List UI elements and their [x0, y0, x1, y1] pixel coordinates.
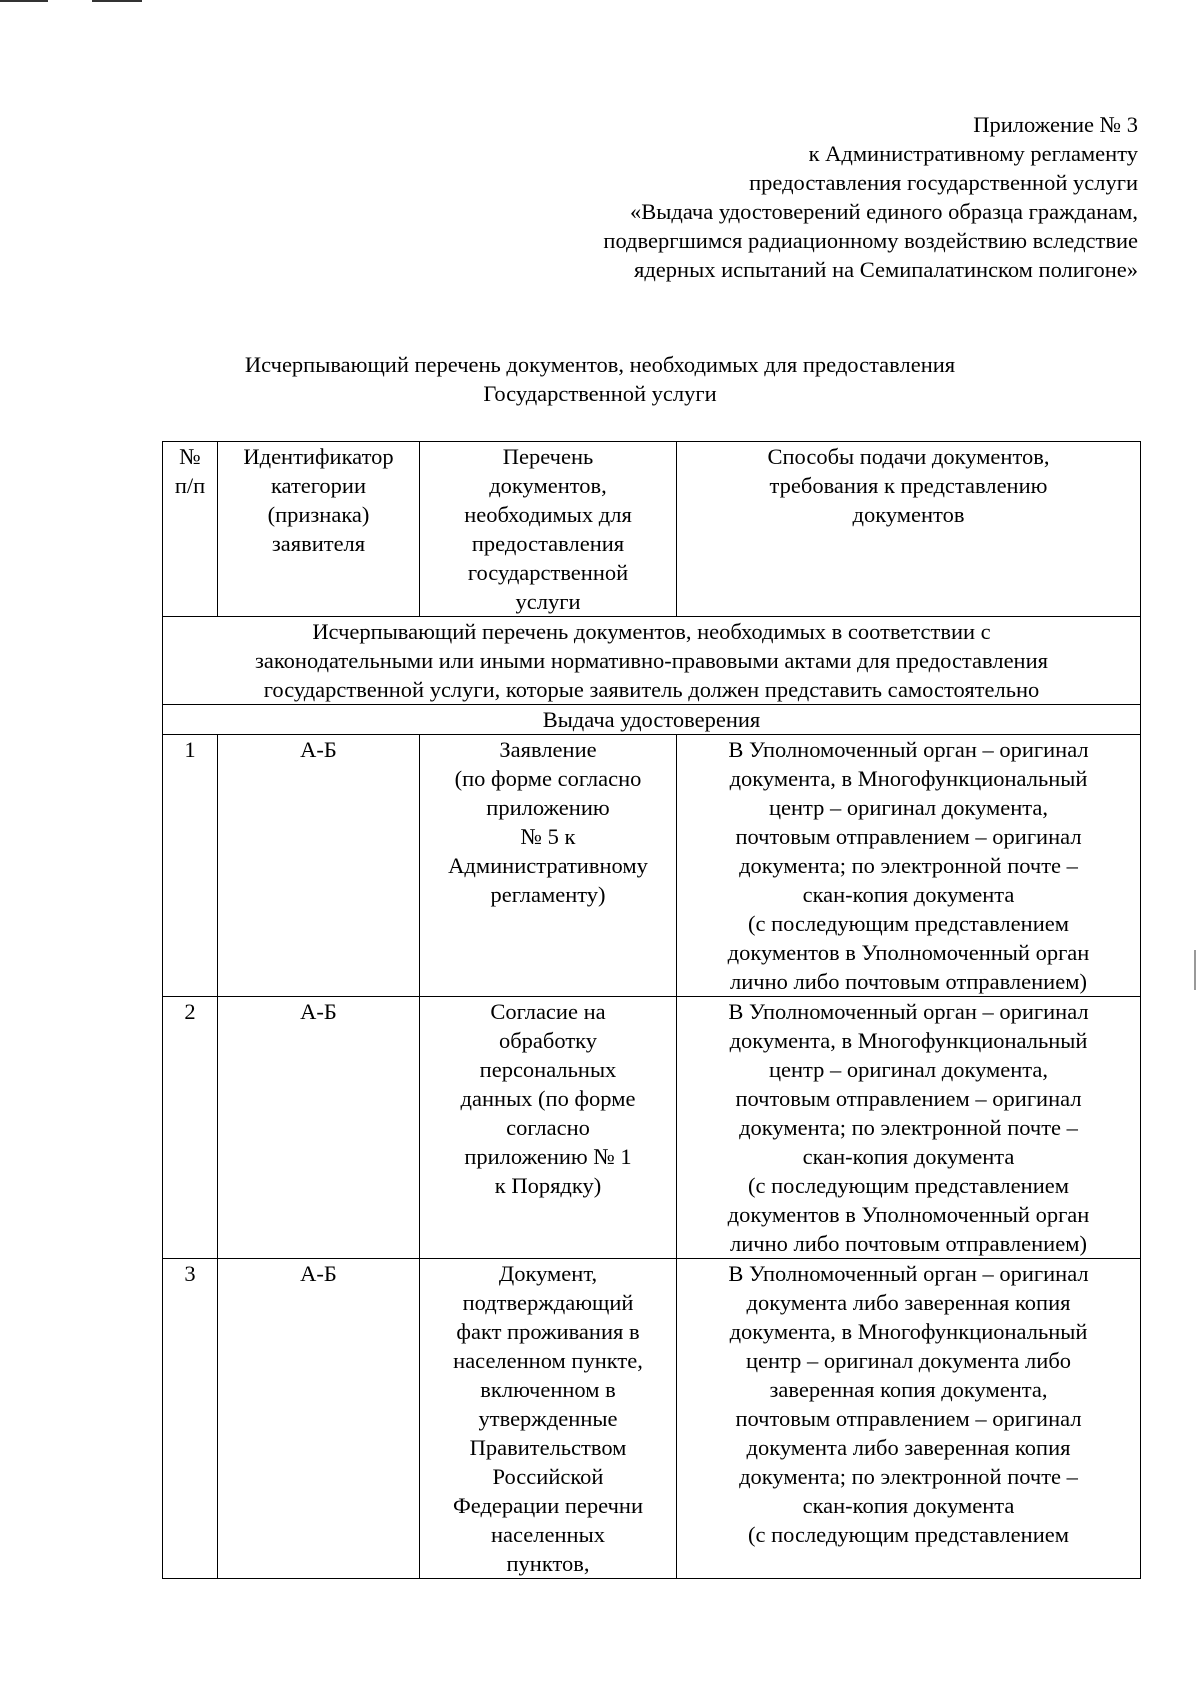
header-cell-submission-methods: Способы подачи документов, требования к представлению документов — [677, 442, 1141, 617]
table-subsection-row — [163, 705, 1141, 735]
table-header-row — [163, 442, 1141, 617]
row-methods: В Уполномоченный орган – оригинал документа, в Многофункциональный центр – оригинал документа, почтовым отправлением – оригинал документа; по электронной почте – скан-копия документа (с последующим представлением документов в Уполномоченный орган лично либо почтовым отправлением) — [677, 997, 1141, 1259]
scan-edge-mark — [1194, 950, 1196, 990]
subsection-heading: Выдача удостоверения — [163, 705, 1141, 735]
table-row — [163, 735, 1141, 997]
row-methods: В Уполномоченный орган – оригинал документа либо заверенная копия документа, в Многофункциональный центр – оригинал документа либо заверенная копия документа, почтовым отправлением – оригинал документа либо заверенная копия документа; по электронной почте – скан-копия документа (с последующим представлением — [677, 1259, 1141, 1579]
scan-mark-left — [0, 0, 48, 2]
appendix-header-line: подвергшимся радиационному воздействию вследствие — [603, 228, 1138, 253]
row-category: А-Б — [218, 1259, 420, 1579]
row-document: Согласие на обработку персональных данных (по форме согласно приложению № 1 к Порядку) — [420, 997, 677, 1259]
appendix-header-line: Приложение № 3 — [973, 112, 1138, 137]
table-row — [163, 997, 1141, 1259]
appendix-header-line: «Выдача удостоверений единого образца гражданам, — [630, 199, 1138, 224]
title-line-2: Государственной услуги — [483, 381, 717, 406]
appendix-header-line: к Административному регламенту — [808, 141, 1138, 166]
table-row — [163, 1259, 1141, 1579]
documents-table — [162, 441, 1141, 1579]
section-heading: Исчерпывающий перечень документов, необходимых в соответствии с законодательными или иными нормативно-правовыми актами для предоставления государственной услуги, которые заявитель должен представить самостоятельно — [163, 617, 1141, 705]
row-document: Документ, подтверждающий факт проживания в населенном пункте, включенном в утвержденные Правительством Российской Федерации перечни населенных пунктов, — [420, 1259, 677, 1579]
row-number: 1 — [163, 735, 218, 997]
appendix-header-line: предоставления государственной услуги — [749, 170, 1138, 195]
table-section-row — [163, 617, 1141, 705]
appendix-header — [418, 110, 1138, 284]
row-category: А-Б — [218, 997, 420, 1259]
row-methods: В Уполномоченный орган – оригинал документа, в Многофункциональный центр – оригинал документа, почтовым отправлением – оригинал документа; по электронной почте – скан-копия документа (с последующим представлением документов в Уполномоченный орган лично либо почтовым отправлением) — [677, 735, 1141, 997]
row-document: Заявление (по форме согласно приложению № 5 к Административному регламенту) — [420, 735, 677, 997]
row-number: 3 — [163, 1259, 218, 1579]
scan-mark-right — [92, 0, 142, 2]
header-cell-category: Идентификатор категории (признака) заявителя — [218, 442, 420, 617]
header-cell-number: № п/п — [163, 442, 218, 617]
document-title — [150, 350, 1050, 408]
row-number: 2 — [163, 997, 218, 1259]
appendix-header-line: ядерных испытаний на Семипалатинском полигоне» — [634, 257, 1138, 282]
title-line-1: Исчерпывающий перечень документов, необходимых для предоставления — [244, 352, 956, 377]
header-cell-document-list: Перечень документов, необходимых для предоставления государственной услуги — [420, 442, 677, 617]
row-category: А-Б — [218, 735, 420, 997]
